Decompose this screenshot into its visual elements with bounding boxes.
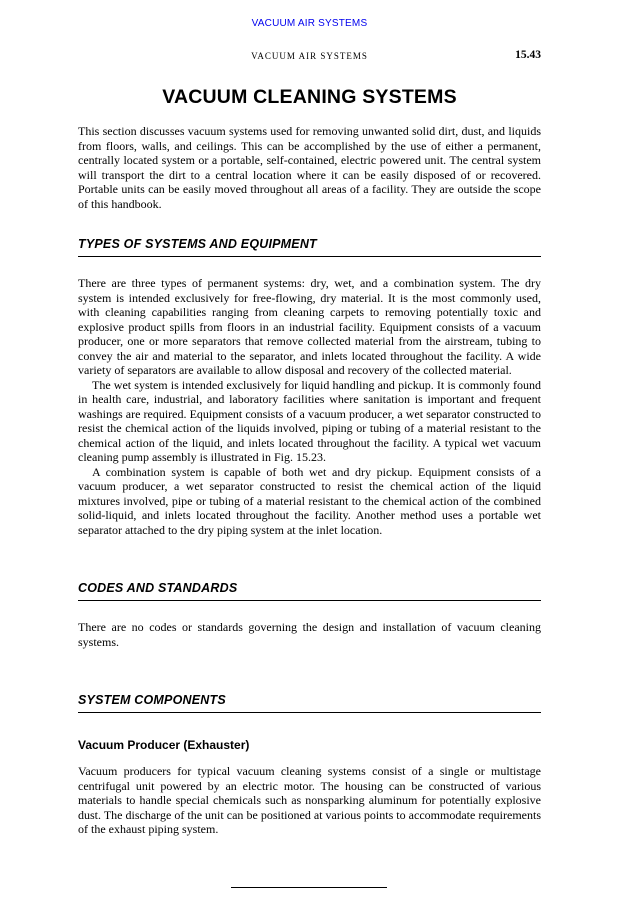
paragraph-wet-system: The wet system is intended exclusively for liquid handling and pickup. It is commonly found in health care, industrial, and laboratory facilities where sanitation is important and frequent washings are required. Equipment consists of a vacuum producer, a wet separator constructed to resist the chemical action of the liquids involved, piping or tubing of a material resistant to the chemical action of the liquid, and inlets located throughout the facility. A typical wet vacuum cleaning pump assembly is illustrated in Fig. 15.23. [78, 377, 541, 464]
pdf-link-header[interactable]: VACUUM AIR SYSTEMS [251, 18, 368, 29]
running-head: VACUUM AIR SYSTEMS [251, 51, 368, 61]
subsection-heading-vacuum-producer: Vacuum Producer (Exhauster) [78, 738, 250, 752]
section-rule [78, 600, 541, 601]
paragraph-dry-system: There are three types of permanent systems: dry, wet, and a combination system. The dry system is intended exclusively for free-flowing, dry material. It is the most commonly used, with cleaning capabilities ranging from cleaning carpets to removing potentially toxic and explosive product spills from floors in an industrial facility. Equipment consists of a vacuum producer, one or more separators that remove collected material from the airstream, tubing to convey the air and material to the separator, and inlets located throughout the facility. A wide variety of separators are available to allow disposal and recovery of the collected material. [78, 276, 541, 377]
page-title: VACUUM CLEANING SYSTEMS [162, 86, 457, 108]
section-rule [78, 256, 541, 257]
page-number: 15.43 [515, 49, 541, 61]
section-rule [78, 712, 541, 713]
paragraph-vacuum-producer: Vacuum producers for typical vacuum cleaning systems consist of a single or multistage centrifugal unit powered by an electric motor. The housing can be constructed of various materials to handle special chemicals such as nonsparking aluminum for potentially explosive dust. The discharge of the unit can be positioned at various points to accommodate requirements of the exhaust piping system. [78, 764, 541, 836]
section-heading-system-components: SYSTEM COMPONENTS [78, 693, 226, 707]
running-head-row [78, 51, 541, 63]
section-codes-and-standards [78, 581, 541, 649]
section-types-of-systems [78, 237, 541, 537]
section-heading-codes-and-standards: CODES AND STANDARDS [78, 581, 238, 595]
section-heading-types-of-systems: TYPES OF SYSTEMS AND EQUIPMENT [78, 237, 317, 251]
paragraph-codes: There are no codes or standards governing the design and installation of vacuum cleaning systems. [78, 620, 541, 649]
footer-rule [231, 887, 387, 888]
paragraph-combination-system: A combination system is capable of both wet and dry pickup. Equipment consists of a vacuum producer, a wet separator constructed to resist the chemical action of the liquid mixtures involved, pipe or tubing of a material resistant to the chemical action of the combined solid-liquid, and inlets located throughout the facility. Another method uses a portable wet separator attached to the dry piping system at the inlet location. [78, 464, 541, 537]
intro-paragraph: This section discusses vacuum systems used for removing unwanted solid dirt, dust, and liquids from floors, walls, and ceilings. This can be accomplished by the use of either a permanent, centrally located system or a portable, self-contained, electric powered unit. The central system will transport the dirt to a central location where it can be easily disposed of or recovered. Portable units can be easily moved throughout all areas of a facility. They are outside the scope of this handbook. [78, 124, 541, 211]
section-system-components [78, 693, 541, 837]
